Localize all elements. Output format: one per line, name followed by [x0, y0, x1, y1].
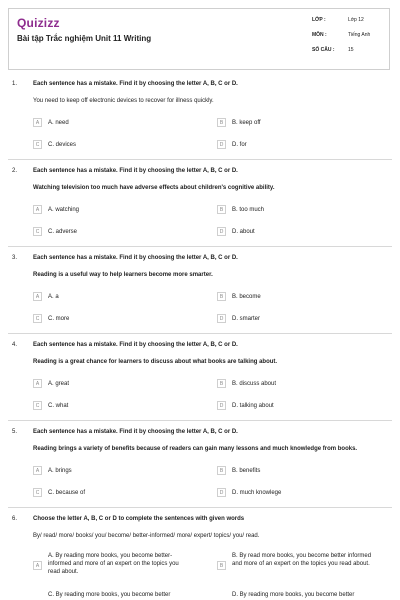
- option-label: C. what: [48, 403, 69, 409]
- option-label: A. need: [48, 120, 69, 126]
- option-letter-box: C: [33, 227, 42, 236]
- option-letter-box: B: [217, 292, 226, 301]
- divider: [8, 507, 392, 508]
- question-number: 3.: [12, 255, 18, 261]
- question-sentence: By/ read/ more/ books/ you/ become/ better-informed/ more/ expert/ topics/ you/ read.: [33, 533, 260, 539]
- option-letter-box: A: [33, 466, 42, 475]
- option-label: D. By reading more books, you become better: [232, 592, 355, 598]
- meta-subject: [312, 32, 370, 38]
- question-prompt: Each sentence has a mistake. Find it by choosing the letter A, B, C or D.: [33, 81, 238, 87]
- option-label: B. keep off: [232, 120, 261, 126]
- divider: [8, 333, 392, 334]
- option-label: B. become: [232, 294, 261, 300]
- option-letter-box: C: [33, 401, 42, 410]
- question-prompt: Choose the letter A, B, C or D to complete the sentences with given words: [33, 516, 245, 522]
- meta-count-key: SỐ CÂU :: [312, 47, 335, 53]
- option-label: D. about: [232, 229, 255, 235]
- option-letter-box: C: [33, 314, 42, 323]
- option-letter-box: D: [217, 488, 226, 497]
- divider: [8, 246, 392, 247]
- option-letter-box: A: [33, 118, 42, 127]
- worksheet-title: Bài tập Trắc nghiệm Unit 11 Writing: [17, 34, 152, 43]
- question-sentence: Reading is a useful way to help learners become more smarter.: [33, 272, 213, 278]
- question-sentence: Reading is a great chance for learners to discuss about what books are talking about.: [33, 359, 278, 365]
- question-number: 1.: [12, 81, 18, 87]
- divider: [8, 159, 392, 160]
- question-sentence: Watching television too much have adverse effects about children's cognitive ability.: [33, 185, 275, 191]
- option-letter-box: B: [217, 379, 226, 388]
- option-letter-box: A: [33, 561, 42, 570]
- option-label: B. benefits: [232, 468, 261, 474]
- option-letter-box: B: [217, 561, 226, 570]
- option-letter-box: B: [217, 205, 226, 214]
- question-number: 2.: [12, 168, 18, 174]
- option-label: B. discuss about: [232, 381, 277, 387]
- option-label: D. smarter: [232, 316, 261, 322]
- meta-subject-value: Tiếng Anh: [348, 32, 371, 38]
- question-sentence: Reading brings a variety of benefits because of readers can gain many lessons and much knowledge from books.: [33, 446, 358, 452]
- question-sentence: You need to keep off electronic devices to recover for illness quickly.: [33, 98, 214, 104]
- question-prompt: Each sentence has a mistake. Find it by choosing the letter A, B, C or D.: [33, 255, 238, 261]
- question-number: 5.: [12, 429, 18, 435]
- option-letter-box: C: [33, 488, 42, 497]
- meta-class-value: Lớp 12: [348, 17, 364, 23]
- option-label: B. By read more books, you become better informed and more of an expert on the topics you read about.: [232, 553, 372, 567]
- meta-subject-key: MÔN :: [312, 32, 327, 38]
- option-label: A. a: [48, 294, 59, 300]
- option-label: C. By reading more books, you become better: [48, 592, 171, 598]
- meta-class-key: LỚP :: [312, 17, 326, 23]
- option-label: C. because of: [48, 490, 86, 496]
- option-label: D. talking about: [232, 403, 274, 409]
- divider: [8, 420, 392, 421]
- option-letter-box: A: [33, 292, 42, 301]
- option-label: D. much knowlege: [232, 490, 282, 496]
- question-number: 6.: [12, 516, 18, 522]
- option-label: A. By reading more books, you become better-informed and more of an expert on the topics you read about.: [48, 553, 179, 575]
- option-letter-box: C: [33, 140, 42, 149]
- option-letter-box: D: [217, 314, 226, 323]
- option-letter-box: A: [33, 379, 42, 388]
- option-label: A. watching: [48, 207, 80, 213]
- option-label: B. too much: [232, 207, 265, 213]
- question-prompt: Each sentence has a mistake. Find it by choosing the letter A, B, C or D.: [33, 168, 238, 174]
- option-label: A. great: [48, 381, 70, 387]
- meta-count: [312, 47, 354, 53]
- option-letter-box: D: [217, 401, 226, 410]
- option-label: D. for: [232, 142, 247, 148]
- option-label: C. adverse: [48, 229, 78, 235]
- option-letter-box: B: [217, 466, 226, 475]
- question-prompt: Each sentence has a mistake. Find it by choosing the letter A, B, C or D.: [33, 429, 238, 435]
- option-letter-box: B: [217, 118, 226, 127]
- option-letter-box: A: [33, 205, 42, 214]
- question-number: 4.: [12, 342, 18, 348]
- option-label: C. devices: [48, 142, 77, 148]
- quizizz-logo: Quizizz: [17, 16, 60, 30]
- option-letter-box: D: [217, 140, 226, 149]
- meta-class: [312, 17, 364, 23]
- option-letter-box: D: [217, 227, 226, 236]
- meta-count-value: 15: [348, 47, 354, 53]
- question-prompt: Each sentence has a mistake. Find it by choosing the letter A, B, C or D.: [33, 342, 238, 348]
- option-label: A. brings: [48, 468, 72, 474]
- option-label: C. more: [48, 316, 70, 322]
